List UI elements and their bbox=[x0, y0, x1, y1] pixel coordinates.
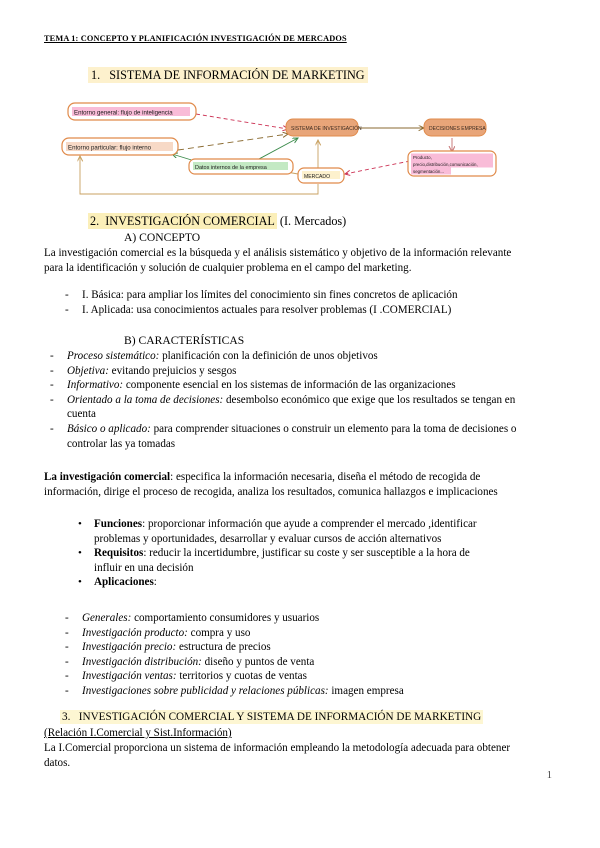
caracteristicas-list bbox=[47, 349, 537, 451]
definicion-paragraph bbox=[44, 470, 526, 499]
list-item-term: Básico o aplicado: bbox=[67, 422, 151, 435]
section-2-title: INVESTIGACIÓN COMERCIAL bbox=[105, 214, 275, 228]
list-item-text: compra y uso bbox=[187, 626, 251, 639]
list-item bbox=[62, 669, 542, 684]
diagram-label-marketing-mix-line3: segmentación... bbox=[413, 169, 444, 174]
diagram-node-datos-internos bbox=[189, 159, 293, 174]
list-item: - I. Básica: para ampliar los límites del conocimiento sin fines concretos de aplicación bbox=[62, 288, 562, 303]
list-item-text: evitando prejuicios y sesgos bbox=[108, 364, 237, 377]
section-2-number: 2. bbox=[90, 214, 100, 228]
diagram-node-mercado bbox=[298, 168, 344, 183]
list-item-term: Orientado a la toma de decisiones: bbox=[67, 393, 224, 406]
list-item-text: territorios y cuotas de ventas bbox=[176, 670, 307, 683]
list-item-text: componente esencial en los sistemas de información de las organizaciones bbox=[123, 379, 456, 392]
diagram-label-marketing-mix-line2: precio,distribución,comunicación, bbox=[413, 162, 478, 167]
section-3-heading bbox=[60, 711, 483, 723]
diagram-label-decisiones-empresa: DECISIONES EMPRESA bbox=[429, 126, 486, 132]
list-item-text: : reducir la incertidumbre, justificar su coste y ser susceptible a la hora de influir en una decisión bbox=[94, 547, 470, 574]
list-item-text: imagen empresa bbox=[328, 684, 404, 697]
list-item bbox=[62, 611, 542, 626]
list-item-term: Investigación precio: bbox=[82, 641, 177, 654]
list-item-term: Objetiva: bbox=[67, 364, 109, 377]
list-item bbox=[78, 546, 498, 575]
list-item bbox=[47, 422, 537, 451]
diagram-label-marketing-mix-line1: Producto, bbox=[413, 155, 432, 160]
list-item-text: planificación con la definición de unos objetivos bbox=[159, 350, 378, 362]
marketing-information-system-diagram bbox=[0, 98, 600, 206]
document-title bbox=[44, 34, 347, 43]
aplicaciones-list bbox=[62, 611, 542, 699]
list-item bbox=[62, 626, 542, 641]
list-item-text: comportamiento consumidores y usuarios bbox=[131, 612, 320, 624]
diagram-label-entorno-particular: Entorno particular: flujo interno bbox=[68, 144, 151, 152]
diagram-label-sistema-investigacion: SISTEMA DE INVESTIGACIÓN bbox=[291, 126, 362, 132]
diagram-node-sistema-investigacion bbox=[286, 119, 362, 136]
list-item-term: Investigaciones sobre publicidad y relaciones públicas: bbox=[82, 684, 329, 697]
section-3-title: INVESTIGACIÓN COMERCIAL Y SISTEMA DE INFORMACIÓN DE MARKETING bbox=[78, 711, 482, 723]
arrow-entorno-general-to-sistema bbox=[196, 114, 288, 129]
diagram-node-entorno-general bbox=[68, 103, 196, 120]
section-2-title-suffix: (I. Mercados) bbox=[276, 214, 347, 228]
concepto-paragraph: La investigación comercial es la búsqueda y el análisis sistemático y objetivo de la información relevante para la identificación y solución de cualquier problema en el campo del marketing. bbox=[44, 247, 512, 274]
section-3-subtitle-text: (Relación I.Comercial y Sist.Información) bbox=[44, 727, 232, 739]
list-item bbox=[47, 349, 537, 364]
section-3-paragraph: La I.Comercial proporciona un sistema de información empleando la metodología adecuada para obtener datos. bbox=[44, 742, 511, 769]
document-title-rest: CONCEPTO Y PLANIFICACIÓN INVESTIGACIÓN DE MERCADOS bbox=[78, 34, 347, 43]
list-item-text: : bbox=[153, 576, 157, 589]
section-1-heading bbox=[88, 68, 368, 83]
diagram-label-datos-internos: Datos internos de la empresa bbox=[195, 164, 267, 171]
list-item: - I. Aplicada: usa conocimientos actuales para resolver problemas (I .COMERCIAL) bbox=[62, 303, 562, 318]
arrow-marketing-mix-to-mercado bbox=[345, 161, 410, 174]
funciones-requisitos-aplicaciones-list bbox=[78, 517, 498, 590]
definicion-text: : especifica la información necesaria, diseña el método de recogida de información, dirige el proceso de recogida, analiza los resultados, comunica hallazgos e implicaciones bbox=[44, 471, 498, 498]
list-item-term: Requisitos bbox=[94, 547, 144, 560]
list-item-text: diseño y puntos de venta bbox=[201, 655, 315, 668]
list-item bbox=[47, 378, 537, 393]
list-item bbox=[47, 364, 537, 379]
list-item bbox=[62, 684, 542, 699]
list-item bbox=[47, 393, 537, 422]
list-item-term: Funciones bbox=[94, 518, 143, 530]
diagram-label-mercado: MERCADO bbox=[304, 173, 331, 180]
list-item-text: : proporcionar información que ayude a comprender el mercado ,identificar problemas y oportunidades, desarrollar y evaluar cursos de acción alternativos bbox=[94, 518, 477, 545]
subheading-b-caracteristicas: B) CARACTERÍSTICAS bbox=[124, 334, 245, 347]
diagram-node-marketing-mix bbox=[408, 151, 496, 176]
concepto-list bbox=[62, 288, 562, 317]
list-item-term: Investigación producto: bbox=[82, 626, 188, 639]
list-item-term: Generales: bbox=[82, 612, 132, 624]
list-item-text: para comprender situaciones o construir un elemento para la toma de decisiones o controlar las ya tomadas bbox=[67, 422, 517, 450]
section-3-subtitle bbox=[44, 726, 544, 741]
definicion-term: La investigación comercial bbox=[44, 471, 171, 483]
section-2-heading bbox=[88, 214, 346, 229]
section-3-number: 3. bbox=[62, 711, 71, 723]
document-title-prefix: TEMA 1: bbox=[44, 34, 79, 43]
arrow-entorno-particular-to-sistema bbox=[178, 134, 288, 150]
list-item-term: Investigación distribución: bbox=[82, 655, 202, 668]
list-item-text: estructura de precios bbox=[176, 641, 271, 654]
diagram-node-entorno-particular bbox=[62, 138, 178, 155]
list-item-text: desembolso económico que exige que los resultados se tengan en cuenta bbox=[67, 393, 516, 421]
list-item bbox=[62, 655, 542, 670]
diagram-node-decisiones-empresa bbox=[424, 119, 486, 136]
section-1-number: 1. bbox=[91, 68, 101, 82]
list-item bbox=[62, 640, 542, 655]
subheading-a-concepto: A) CONCEPTO bbox=[124, 231, 201, 244]
page-number: 1 bbox=[546, 770, 552, 781]
section-1-title: SISTEMA DE INFORMACIÓN DE MARKETING bbox=[109, 68, 365, 82]
list-item-term: Informativo: bbox=[67, 379, 124, 392]
list-item bbox=[78, 517, 498, 546]
list-item-term: Proceso sistemático: bbox=[67, 350, 160, 362]
list-item bbox=[78, 575, 498, 590]
list-item-term: Investigación ventas: bbox=[82, 670, 177, 683]
list-item-term: Aplicaciones bbox=[94, 576, 154, 589]
diagram-label-entorno-general: Entorno general: flujo de inteligencia bbox=[74, 109, 173, 117]
